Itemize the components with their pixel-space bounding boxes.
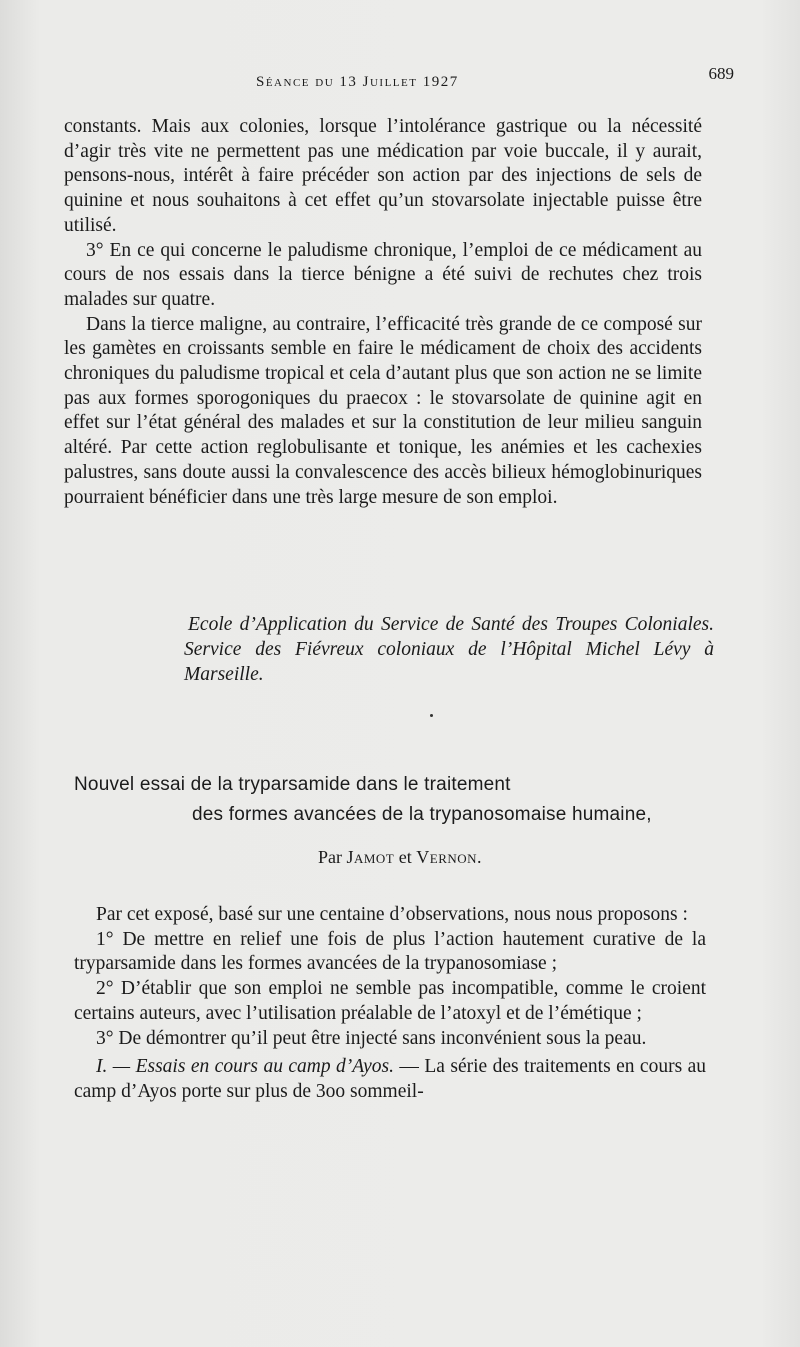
paragraph: Dans la tierce maligne, au contraire, l’efficacité très grande de ce composé sur les gamètes en croissants semble en faire le médicament de choix des accidents chroniques du paludisme tropical et cela d’autant plus que son action ne se limite pas aux formes sporogoniques du praecox : le stovarsolate de quinine agit en effet sur l’état général des malades et sur la constitution de leur milieu sanguin altéré. Par cette action reglobulisante et tonique, les anémies et les cachexies palustres, sans doute aussi la convalescence des accès bilieux hémoglobinuriques pourraient bénéficier dans une très large mesure de son emploi. xyxy=(64,313,702,508)
page-header xyxy=(60,62,760,92)
paragraph: 1° De mettre en relief une fois de plus l’action hautement curative de la tryparsamide dans les formes avancées de la trypanosomiase ; xyxy=(74,928,706,975)
page-number: 689 xyxy=(708,64,734,83)
authors-conjunction: et xyxy=(398,847,412,867)
paragraph: 2° D’établir que son emploi ne semble pas incompatible, comme le croient certains auteurs, avec l’utilisation préalable de l’atoxyl et de l’émétique ; xyxy=(74,978,706,1024)
article-title-line-2: des formes avancées de la trypanosomaise humaine, xyxy=(192,804,652,825)
section-text: — La série des traitements en cours au camp d’Ayos porte sur plus de 3oo sommeil- xyxy=(74,1056,706,1102)
paragraph: Par cet exposé, basé sur une centaine d’observations, nous nous proposons : xyxy=(96,904,688,925)
article-authors xyxy=(0,847,800,868)
authors-prefix: Par xyxy=(317,847,342,867)
section-heading: I. — Essais en cours au camp d’Ayos. xyxy=(96,1056,394,1078)
paragraph: constants. Mais aux colonies, lorsque l’intolérance gastrique ou la nécessité d’agir très vite ne permettent pas une médication par voie buccale, il y aurait, pensons-nous, intérêt à faire précéder son action par des injections de sels de quinine et nous souhaitons à cet effet qu’un stovarsolate injectable puisse être utilisé. xyxy=(64,116,702,236)
running-title: Séance du 13 Juillet 1927 xyxy=(256,74,459,90)
print-mark xyxy=(430,714,433,717)
section-paragraph xyxy=(74,1055,706,1104)
article-title xyxy=(74,770,724,830)
paragraph: 3° De démontrer qu’il peut être injecté sans inconvénient sous la peau. xyxy=(96,1027,647,1049)
continued-article-body xyxy=(64,115,702,510)
paragraph: 3° En ce qui concerne le paludisme chronique, l’emploi de ce médicament au cours de nos essais dans la tierce bénigne a été suivi de rechutes chez trois malades sur quatre. xyxy=(64,239,702,310)
author-jamot: Jamot xyxy=(346,847,395,867)
institution-signature: Ecole d’Application du Service de Santé des Troupes Coloniales. Service des Fiévreux coloniaux de l’Hôpital Michel Lévy à Marseille. xyxy=(184,614,714,685)
article-title-line-1: Nouvel essai de la tryparsamide dans le traitement xyxy=(74,774,511,795)
new-article-body xyxy=(74,903,706,1105)
author-vernon: Vernon. xyxy=(416,847,483,867)
